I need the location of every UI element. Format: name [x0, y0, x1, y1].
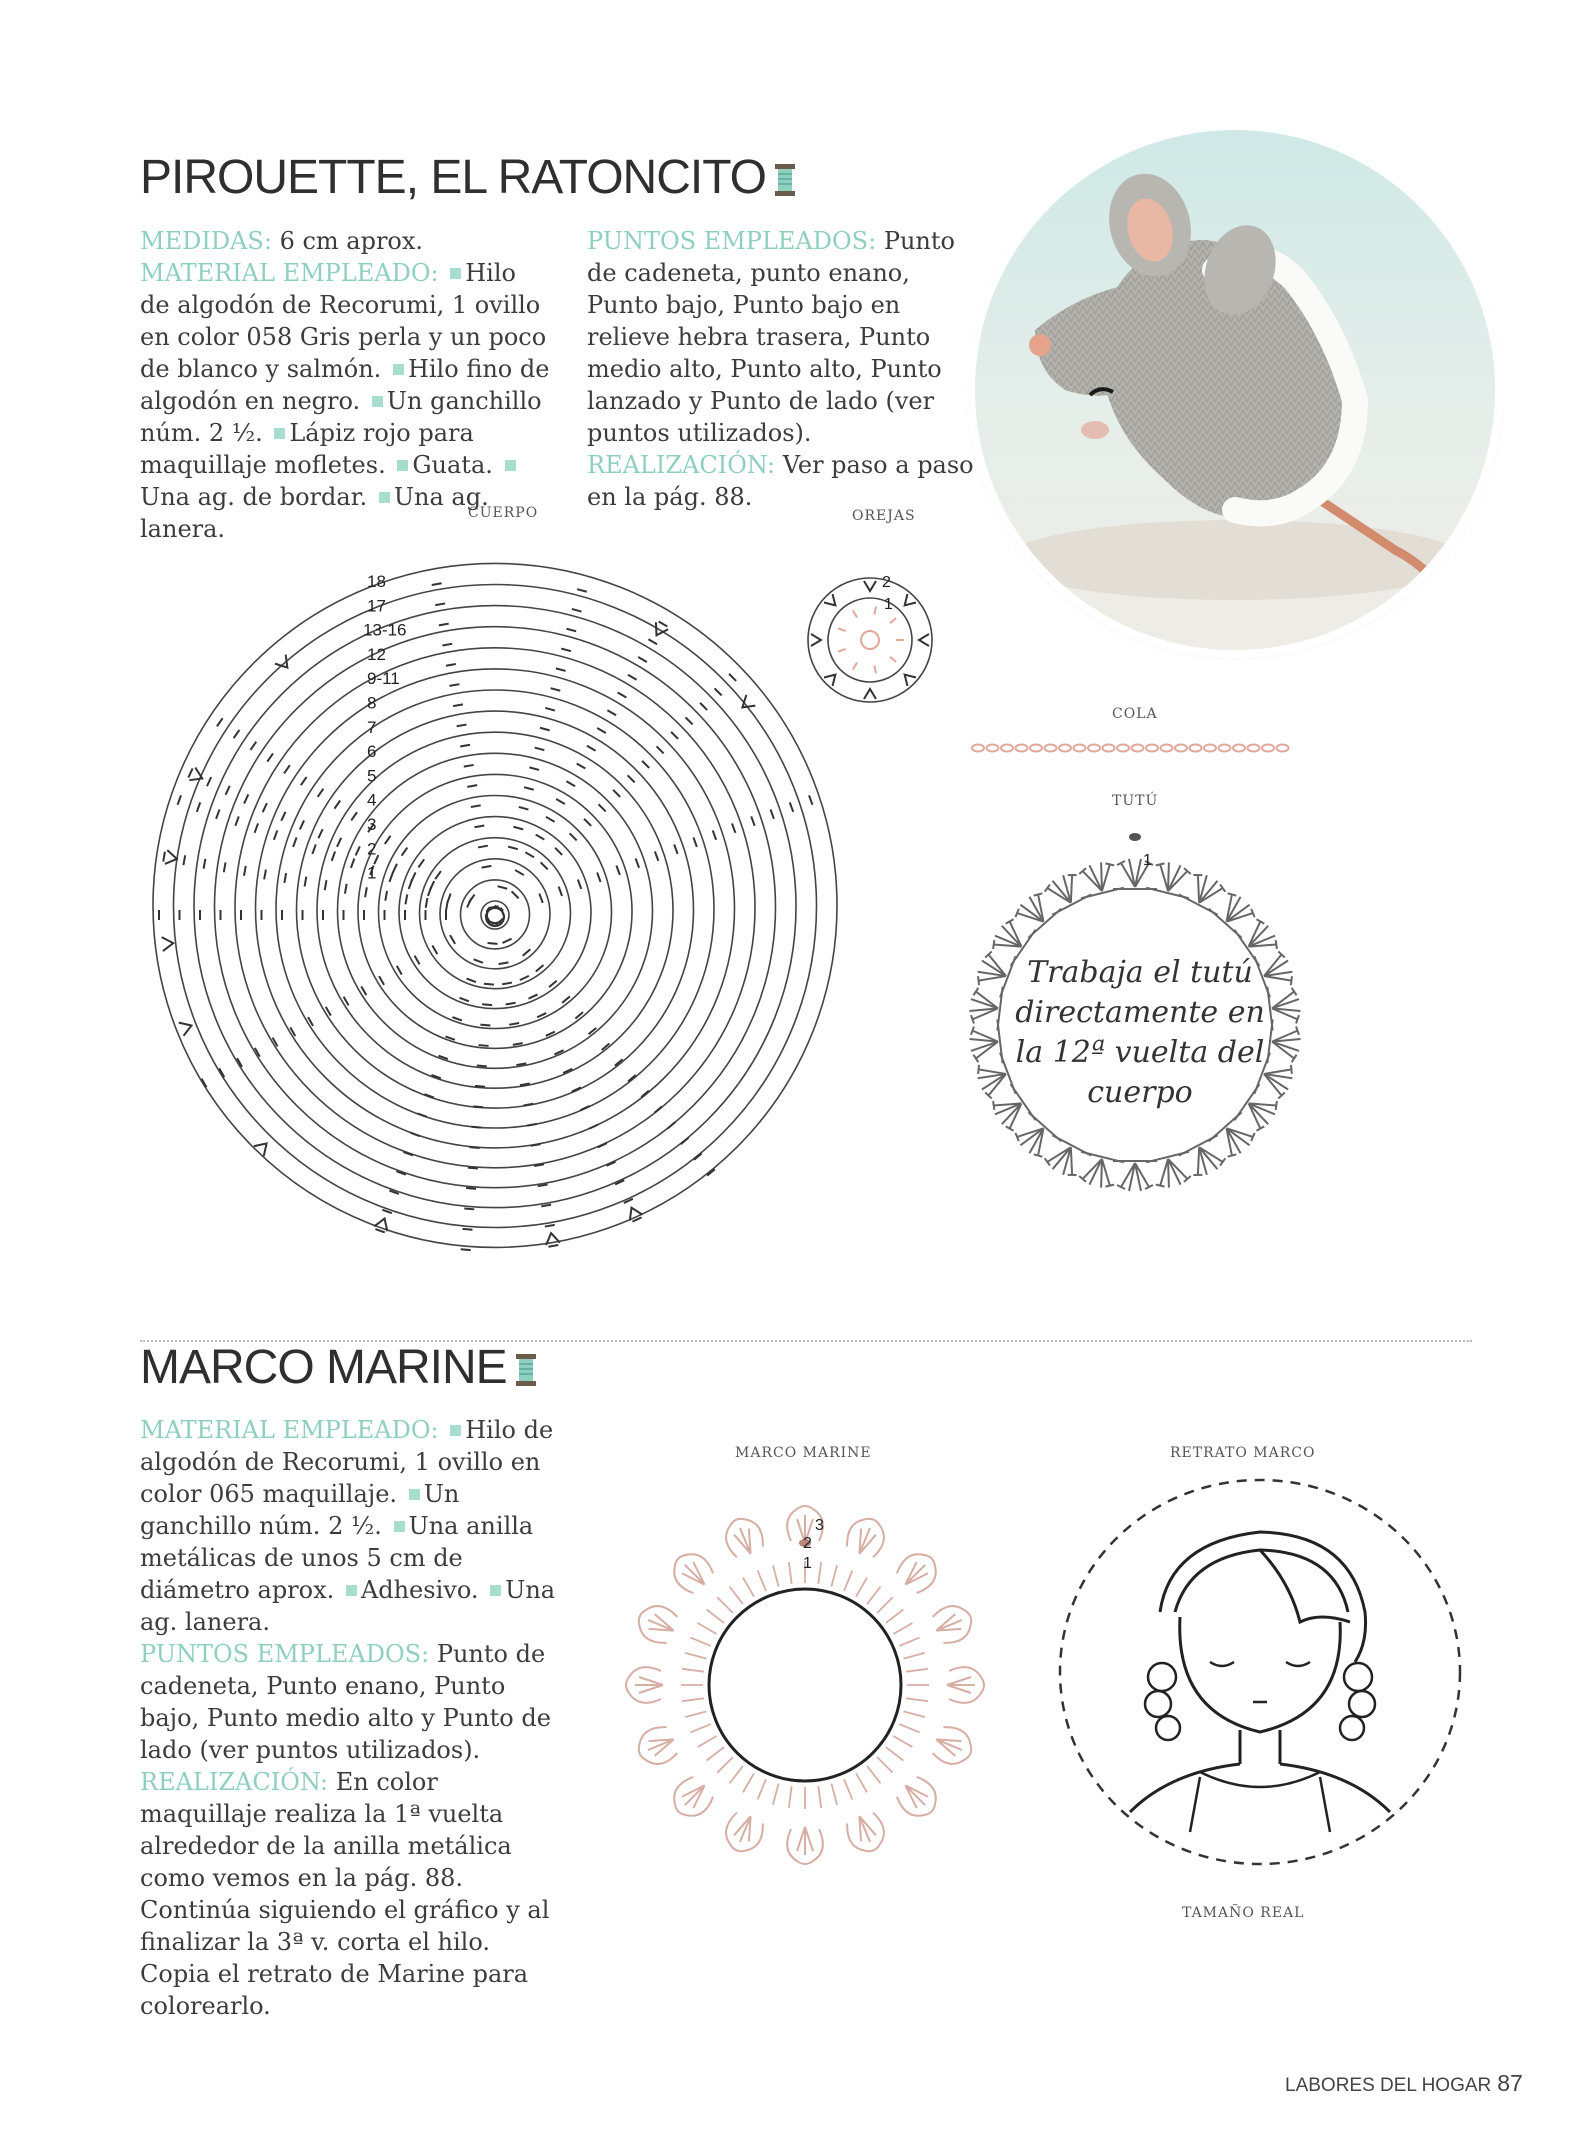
marco-stitch — [758, 1779, 766, 1799]
marco-picot — [626, 1667, 663, 1703]
tutu-round-label: 1 — [1143, 852, 1152, 869]
marco-stitch — [867, 1766, 880, 1783]
tutu-fan-stitch — [1038, 868, 1091, 915]
marco-picot — [843, 1809, 890, 1857]
chain-stitch — [1030, 745, 1042, 752]
cuerpo-round-label: 18 — [367, 572, 386, 591]
chain-stitch — [1088, 745, 1100, 752]
label-retrato: RETRATO MARCO — [1170, 1445, 1316, 1461]
marco-stitch — [844, 1570, 852, 1590]
cuerpo-round-label: 2 — [367, 839, 377, 859]
marco-picot — [666, 1773, 717, 1824]
marco-stitch — [690, 1638, 710, 1646]
marco-picot — [893, 1773, 944, 1824]
marco-stitch — [831, 1565, 837, 1586]
cola-diagram — [970, 738, 1300, 758]
chain-stitch — [1059, 745, 1071, 752]
marco-round-label: 3 — [815, 1517, 824, 1534]
chain-stitch — [1233, 745, 1245, 752]
label-tutu: TUTÚ — [1112, 793, 1159, 809]
tutu-fan-stitch — [1146, 1152, 1196, 1192]
tutu-fan-stitch — [1038, 1135, 1091, 1182]
page-number: 87 — [1497, 2070, 1523, 2096]
section1-stitches: PUNTOS EMPLEADOS: Punto de cadeneta, punto enano, Punto bajo, Punto bajo en relieve hebra trasera, Punto medio alto, Punto alto, Punto lanzado y Punto de lado (ver puntos utilizados). REALIZACIÓN: Ver paso a paso en la pág. 88. — [587, 227, 974, 511]
retrato-drawing — [1050, 1472, 1470, 1872]
tutu-fan-stitch — [1113, 1161, 1157, 1191]
marco-picot — [947, 1667, 984, 1703]
marco-stitch — [707, 1747, 724, 1760]
chain-stitch — [1190, 745, 1202, 752]
marco-stitch — [904, 1653, 925, 1659]
cuerpo-round-label: 9-11 — [367, 669, 400, 689]
marco-stitch — [743, 1578, 754, 1597]
label-marco: MARCO MARINE — [735, 1445, 872, 1461]
marco-stitch — [906, 1669, 928, 1672]
cuerpo-round-label: 3 — [367, 815, 377, 834]
tutu-note: Trabaja el tutú directamente en la 12ª vuelta del cuerpo — [1015, 955, 1265, 1110]
label-cola: COLA — [1112, 706, 1158, 722]
section2-title: MARCO MARINE — [140, 1340, 537, 1395]
marco-stitch — [818, 1562, 821, 1584]
label-cuerpo: CUERPO — [468, 505, 539, 521]
tutu-fan-stitch — [1074, 859, 1124, 899]
tutu-fan-stitch — [972, 946, 1016, 998]
marco-stitch — [730, 1766, 743, 1783]
marco-stitch — [904, 1711, 925, 1717]
cuerpo-round-label: 17 — [367, 596, 386, 616]
cuerpo-round-label: 5 — [367, 766, 377, 786]
cuerpo-round-label: 6 — [367, 742, 377, 762]
marco-stitch — [877, 1757, 893, 1773]
cuerpo-round-label: 7 — [367, 717, 377, 737]
orejas-round-label: 2 — [882, 574, 891, 591]
marco-picot — [929, 1600, 977, 1647]
marco-stitch — [899, 1638, 919, 1646]
marco-stitch — [773, 1784, 779, 1805]
marco-round-label: 2 — [803, 1535, 812, 1552]
cuerpo-round-label: 8 — [367, 693, 377, 713]
chain-stitch — [1248, 745, 1260, 752]
cuerpo-round-label: 12 — [367, 644, 386, 664]
marco-stitch — [893, 1623, 912, 1634]
marco-stitch — [789, 1562, 792, 1584]
marco-stitch — [906, 1698, 928, 1701]
chain-stitch — [1175, 745, 1187, 752]
marco-stitch — [698, 1736, 717, 1747]
marco-stitch — [886, 1610, 903, 1623]
label-orejas: OREJAS — [852, 508, 916, 524]
chain-stitch — [1016, 745, 1028, 752]
marco-picot — [929, 1723, 977, 1770]
marco-stitch — [685, 1711, 706, 1717]
marco-picot — [666, 1546, 717, 1597]
tutu-fan-stitch — [1146, 859, 1196, 899]
marco-stitch — [844, 1779, 852, 1799]
tutu-fan-stitch — [1179, 1135, 1232, 1182]
chain-stitch — [972, 745, 984, 752]
marco-picot — [633, 1723, 681, 1770]
chain-stitch — [987, 745, 999, 752]
marco-stitch — [856, 1578, 867, 1597]
marco-stitch — [867, 1587, 880, 1604]
tutu-fan-stitch — [972, 1053, 1016, 1105]
marco-stitch — [698, 1623, 717, 1634]
marco-stitch — [877, 1597, 893, 1613]
marco-stitch — [682, 1669, 704, 1672]
marco-stitch — [899, 1724, 919, 1732]
tutu-fan-stitch — [1074, 1152, 1124, 1192]
marco-stitch — [818, 1786, 821, 1808]
orejas-round-label: 1 — [884, 596, 893, 613]
marco-picot — [843, 1513, 890, 1561]
marco-stitch — [717, 1597, 733, 1613]
chain-stitch — [1045, 745, 1057, 752]
cuerpo-round-label: 1 — [367, 863, 377, 883]
marco-stitch — [886, 1747, 903, 1760]
marco-stitch — [743, 1773, 754, 1792]
cuerpo-diagram — [135, 545, 855, 1265]
chain-stitch — [1219, 745, 1231, 752]
marco-stitch — [831, 1784, 837, 1805]
chain-stitch — [1132, 745, 1144, 752]
chain-stitch — [1204, 745, 1216, 752]
marco-stitch — [685, 1653, 706, 1659]
marco-diagram — [605, 1470, 1005, 1890]
marco-picot — [787, 1827, 823, 1864]
section1-title: PIROUETTE, EL RATONCITO — [140, 150, 796, 205]
section2-text: MATERIAL EMPLEADO: Hilo de algodón de Recorumi, 1 ovillo en color 065 maquillaje. Un ganchillo núm. 2 ½. Una anilla metálicas de unos 5 cm de diámetro aprox. Adhesivo. Una ag. lanera. PUNTOS EMPLEADOS: Punto de cadeneta, Punto enano, Punto bajo, Punto medio alto y Punto de lado (ver puntos utilizados). REALIZACIÓN: En color maquillaje realiza la 1ª vuelta alrededor de la anilla metálica como vemos en la pág. 88. Continúa siguiendo el gráfico y al finalizar la 3ª v. corta el hilo. Copia el retrato de Marine para colorearlo. — [140, 1416, 556, 2020]
spool-icon — [774, 163, 796, 197]
marco-round-label: 1 — [803, 1555, 812, 1572]
marco-picot — [720, 1513, 767, 1561]
marco-stitch — [707, 1610, 724, 1623]
mouse-photo — [975, 130, 1495, 650]
marco-stitch — [773, 1565, 779, 1586]
tutu-fan-stitch — [1267, 1020, 1302, 1067]
marco-stitch — [789, 1786, 792, 1808]
marco-stitch — [690, 1724, 710, 1732]
footer — [1285, 2070, 1523, 2097]
spool-icon — [515, 1353, 537, 1387]
chain-stitch — [1146, 745, 1158, 752]
marco-picot — [720, 1809, 767, 1857]
chain-stitch — [1262, 745, 1274, 752]
chain-stitch — [1161, 745, 1173, 752]
cuerpo-round-label: 4 — [367, 790, 377, 810]
marco-stitch — [730, 1587, 743, 1604]
cuerpo-round-label: 13-16 — [363, 620, 407, 640]
section1-materials: MEDIDAS: 6 cm aprox. MATERIAL EMPLEADO: Hilo de algodón de Recorumi, 1 ovillo en color 058 Gris perla y un poco de blanco y salmón. Hilo fino de algodón en negro. Un ganchillo núm. 2 ½. Lápiz rojo para maquillaje mofletes. Guata. Una ag. de bordar. Una ag. lanera. — [140, 227, 550, 543]
marco-stitch — [893, 1736, 912, 1747]
tutu-fan-stitch — [1179, 868, 1232, 915]
marco-stitch — [717, 1757, 733, 1773]
chain-stitch — [1103, 745, 1115, 752]
tutu-fan-stitch — [968, 983, 1003, 1030]
marco-picot — [633, 1600, 681, 1647]
marco-stitch — [682, 1698, 704, 1701]
chain-stitch — [1001, 745, 1013, 752]
chain-stitch — [1117, 745, 1129, 752]
magazine-name: LABORES DEL HOGAR — [1285, 2075, 1492, 2096]
marco-stitch — [856, 1773, 867, 1792]
orejas-diagram — [790, 545, 960, 725]
label-tamano: TAMAÑO REAL — [1182, 1905, 1305, 1921]
marco-stitch — [758, 1570, 766, 1590]
chain-stitch — [1074, 745, 1086, 752]
chain-stitch — [1277, 745, 1289, 752]
marco-picot — [893, 1546, 944, 1597]
